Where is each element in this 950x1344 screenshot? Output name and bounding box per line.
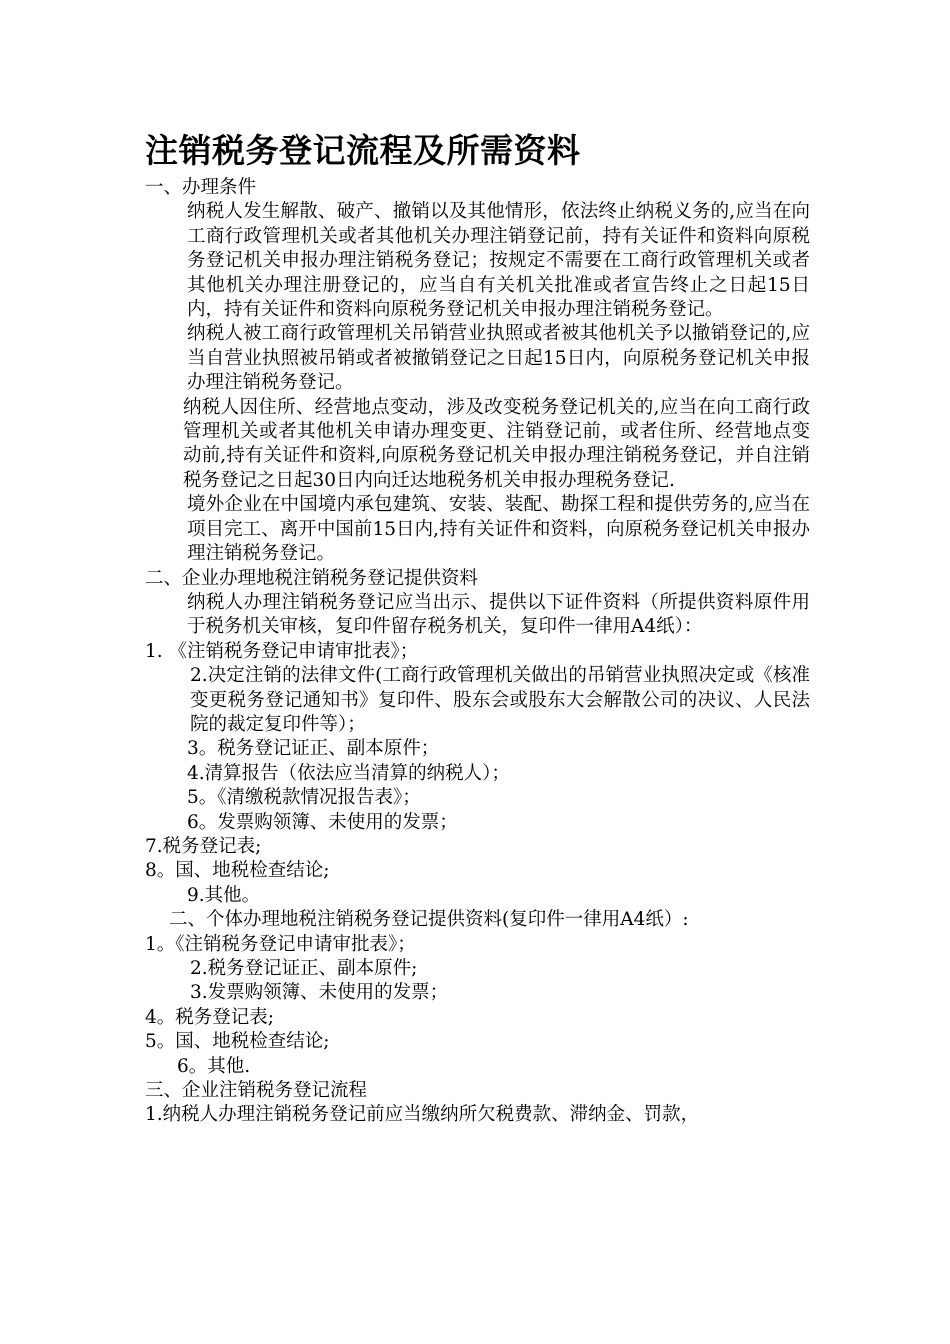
document-title: 注销税务登记流程及所需资料 <box>145 131 581 170</box>
paragraph: 纳税人发生解散、破产、撤销以及其他情形，依法终止纳税义务的,应当在向工商行政管理机关或者其他机关办理注销登记前，持有关证件和资料向原税务登记机关申报办理注销税务登记；按规定不需要在工商行政管理机关或者其他机关办理注册登记的，应当自有关机关批准或者宣告终止之日起15日内，持有关证件和资料向原税务登记机关申报办理注销税务登记。 <box>187 201 810 321</box>
list-item: 3.发票购领簿、未使用的发票； <box>190 982 449 1004</box>
section-heading: 二、个体办理地税注销税务登记提供资料(复印件一律用A4纸）: <box>169 909 689 931</box>
list-item: 5。国、地税检查结论; <box>145 1031 330 1053</box>
paragraph: 纳税人被工商行政管理机关吊销营业执照或者被其他机关予以撤销登记的,应当自营业执照被吊销或者被撤销登记之日起15日内，向原税务登记机关申报办理注销税务登记。 <box>187 323 810 394</box>
paragraph: 境外企业在中国境内承包建筑、安装、装配、勘探工程和提供劳务的,应当在项目完工、离开中国前15日内,持有关证件和资料，向原税务登记机关申报办理注销税务登记。 <box>187 494 810 565</box>
list-item: 3。税务登记证正、副本原件； <box>187 738 440 760</box>
list-item: 5。《清缴税款情况报告表》； <box>187 787 421 809</box>
section-heading: 三、企业注销税务登记流程 <box>145 1080 368 1102</box>
list-item: 2.决定注销的法律文件(工商行政管理机关做出的吊销营业执照决定或《核准变更税务登记通知书》复印件、股东会或股东大会解散公司的决议、人民法院的裁定复印件等）； <box>190 665 810 735</box>
paragraph: 纳税人办理注销税务登记应当出示、提供以下证件资料（所提供资料原件用于税务机关审核，复印件留存税务机关，复印件一律用A4纸）： <box>187 591 810 638</box>
list-item: 1。《注销税务登记申请审批表》； <box>145 933 416 955</box>
section-heading: 二、企业办理地税注销税务登记提供资料 <box>145 567 479 589</box>
list-item: 7.税务登记表; <box>145 835 262 857</box>
list-item: 9.其他。 <box>187 884 261 906</box>
list-item: 6。其他. <box>177 1055 251 1077</box>
list-item: 2.税务登记证正、副本原件; <box>190 958 418 979</box>
paragraph: 纳税人因住所、经营地点变动，涉及改变税务登记机关的,应当在向工商行政管理机关或者其他机关申请办理变更、注销登记前，或者住所、经营地点变动前,持有关证件和资料,向原税务登记机关申报办理注销税务登记，并自注销税务登记之日起30日内向迁达地税务机关申报办理税务登记. <box>183 396 810 491</box>
list-item: 4。税务登记表; <box>145 1006 275 1028</box>
list-item: 8。国、地税检查结论; <box>145 860 330 882</box>
list-item: 4.清算报告（依法应当清算的纳税人）； <box>187 762 510 784</box>
document-page <box>145 128 810 1128</box>
list-item: 6。发票购领簿、未使用的发票； <box>187 811 458 833</box>
list-item: 1. 《注销税务登记申请审批表》； <box>145 640 419 662</box>
section-heading: 一、办理条件 <box>145 177 257 198</box>
paragraph: 1.纳税人办理注销税务登记前应当缴纳所欠税费款、滞纳金、罚款， <box>145 1104 700 1126</box>
